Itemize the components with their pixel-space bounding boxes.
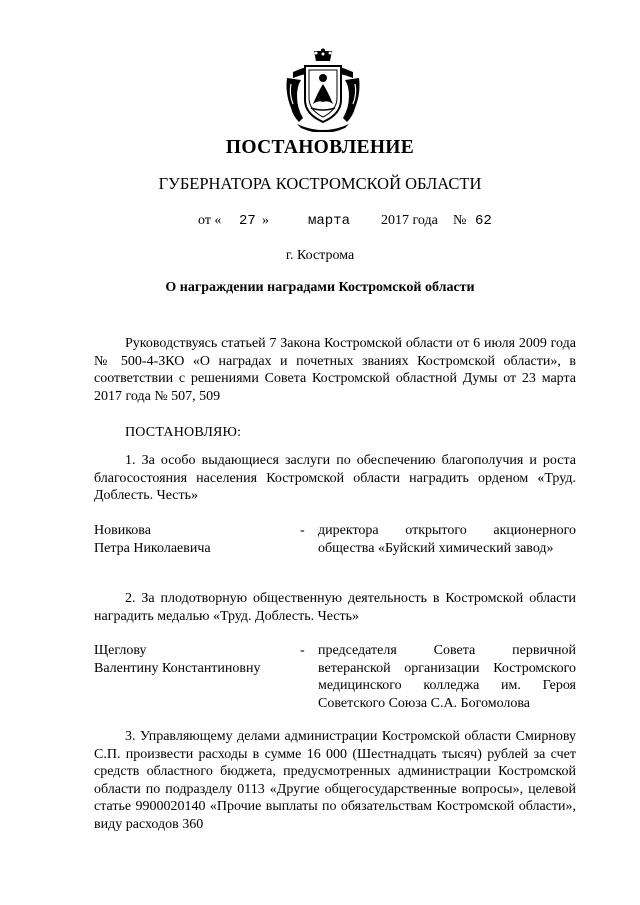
date-day (239, 213, 256, 229)
awardee-2-given-names: Валентину Константиновну (94, 660, 261, 676)
date-month (308, 213, 350, 229)
date-month-value: марта (308, 213, 351, 229)
document-type-title: ПОСТАНОВЛЕНИЕ (225, 137, 415, 158)
city: г. Кострома (285, 248, 355, 263)
preamble-paragraph: Руководствуясь статьей 7 Закона Костромской области от 6 июля 2009 года № 500-4-ЗКО «О наградах и почетных званиях Костромской области», в соответствии с решениями Совета Костромской областной Думы от 23 марта 2017 года № 507, 509 (94, 336, 576, 404)
awardee-1-name (94, 522, 294, 557)
awardee-2-position: председателя Совета первичной ветеранской организации Костромского медицинского колледжа им. Героя Советского Союза С.А. Богомолова (318, 643, 576, 711)
decree-word: ПОСТАНОВЛЯЮ: (125, 425, 242, 440)
document-number-value: 62 (475, 213, 492, 229)
kostroma-coat-of-arms-icon (283, 48, 363, 132)
item-1-paragraph: 1. За особо выдающиеся заслуги по обеспечению благополучия и роста благосостояния населения Костромской области наградить орденом «Труд. Доблесть. Честь» (94, 453, 576, 504)
document-number (475, 213, 492, 229)
number-sign: № (453, 213, 467, 228)
awardee-1-surname: Новикова (94, 523, 151, 538)
date-prefix: от « (198, 213, 222, 228)
awardee-2-surname: Щеглову (94, 643, 147, 658)
awardee-1-dash: - (300, 523, 305, 538)
awardee-2-dash: - (300, 643, 305, 658)
issuer-title: ГУБЕРНАТОРА КОСТРОМСКОЙ ОБЛАСТИ (158, 174, 482, 193)
awardee-1-position: директора открытого акционерного общества «Буйский химический завод» (318, 523, 576, 556)
date-year: 2017 года (381, 213, 438, 228)
item-3-paragraph: 3. Управляющему делами администрации Костромской области Смирнову С.П. произвести расходы в сумме 16 000 (Шестнадцать тысяч) рублей за счет средств областного бюджета, предусмотренных администрации Костромской области по подразделу 0113 «Другие общегосударственные вопросы», целевой статье 9900020140 «Прочие выплаты по обязательствам Костромской области», виду расходов 360 (94, 729, 576, 832)
date-day-value: 27 (239, 213, 256, 229)
awardee-2-name (94, 642, 294, 677)
date-quote-close: » (262, 213, 269, 228)
document-subject: О награждении наградами Костромской области (165, 280, 475, 295)
awardee-1-given-names: Петра Николаевича (94, 540, 211, 556)
item-2-paragraph: 2. За плодотворную общественную деятельность в Костромской области наградить медалью «Труд. Доблесть. Честь» (94, 591, 576, 624)
